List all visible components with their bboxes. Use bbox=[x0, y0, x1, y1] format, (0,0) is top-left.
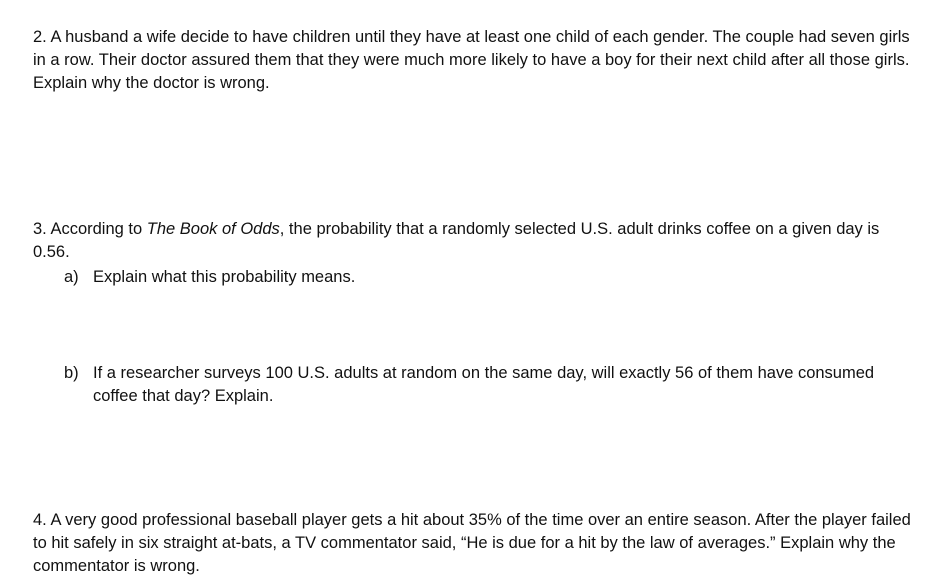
question-2-text bbox=[33, 26, 917, 95]
question-4 bbox=[33, 509, 917, 578]
question-3-body-start: According to bbox=[50, 220, 147, 238]
part-b-label: b) bbox=[64, 364, 79, 382]
question-3-part-a bbox=[64, 266, 914, 289]
book-title: The Book of Odds bbox=[146, 220, 280, 238]
question-4-number: 4. bbox=[33, 511, 47, 529]
question-3-body-end: , the probability that a randomly selected U.S. adult drinks coffee on a given day is 0.56. bbox=[33, 220, 880, 261]
question-2-body: A husband a wife decide to have children until they have at least one child of each gender. The couple had seven girls in a row. Their doctor assured them that they were much more likely to have a boy for their next child after all those girls. Explain why the doctor is wrong. bbox=[33, 28, 910, 92]
question-2 bbox=[33, 26, 917, 95]
part-b-text: If a researcher surveys 100 U.S. adults at random on the same day, will exactly 56 of them have consumed coffee that day? Explain. bbox=[93, 364, 875, 405]
question-2-number: 2. bbox=[33, 28, 47, 46]
question-3-number: 3. bbox=[33, 220, 47, 238]
question-3-part-b bbox=[64, 362, 914, 408]
question-3-text bbox=[33, 218, 917, 264]
question-4-body: A very good professional baseball player gets a hit about 35% of the time over an entire season. After the player failed to hit safely in six straight at-bats, a TV commentator said, “He is due for a hit by the law of averages.” Explain why the commentator is wrong. bbox=[33, 511, 911, 575]
question-3 bbox=[33, 218, 917, 264]
question-4-text bbox=[33, 509, 917, 578]
part-a-label: a) bbox=[64, 268, 79, 286]
part-a-text: Explain what this probability means. bbox=[93, 268, 356, 286]
